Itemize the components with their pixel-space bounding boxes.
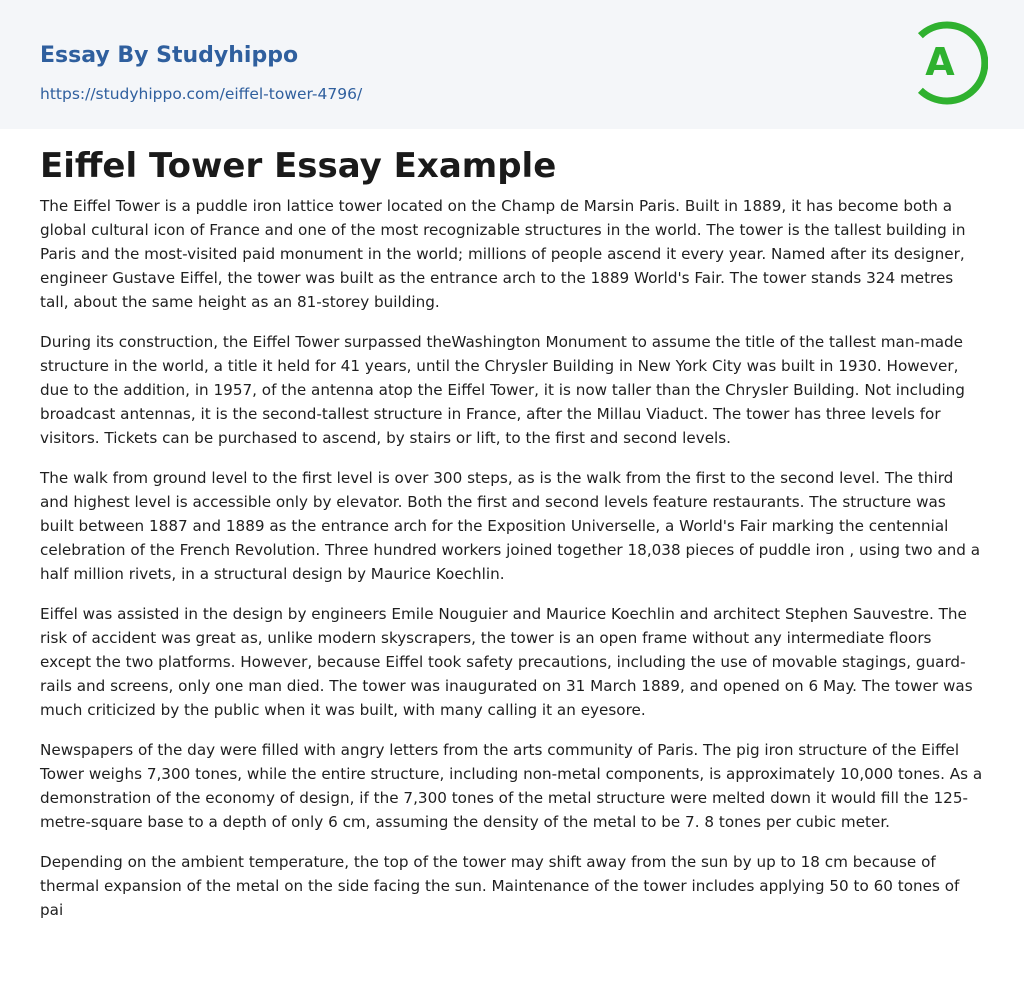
essay-paragraph-4: Eiffel was assisted in the design by engineers Emile Nouguier and Maurice Koechlin and architect Stephen Sauvestre. The risk of accident was great as, unlike modern skyscrapers, the tower is an open frame without any intermediate floors except the two platforms. However, because Eiffel took safety precautions, including the use of movable stagings, guard-rails and screens, only one man died. The tower was inaugurated on 31 March 1889, and opened on 6 May. The tower was much criticized by the public when it was built, with many calling it an eyesore. xyxy=(40,605,973,719)
essay-title: Eiffel Tower Essay Example xyxy=(40,146,557,186)
logo-letter: A xyxy=(925,40,955,84)
essay-paragraph-5: Newspapers of the day were filled with angry letters from the arts community of Paris. The pig iron structure of the Eiffel Tower weighs 7,300 tones, while the entire structure, including non-metal components, is approximately 10,000 tones. As a demonstration of the economy of design, if the 7,300 tones of the metal structure were melted down it would fill the 125-metre-square base to a depth of only 6 cm, assuming the density of the metal to be 7. 8 tones per cubic meter. xyxy=(40,741,983,831)
studyhippo-logo-icon[interactable] xyxy=(912,19,988,107)
essay-paragraph-2: During its construction, the Eiffel Tower surpassed theWashington Monument to assume the title of the tallest man-made structure in the world, a title it held for 41 years, until the Chrysler Building in New York City was built in 1930. However, due to the addition, in 1957, of the antenna atop the Eiffel Tower, it is now taller than the Chrysler Building. Not including broadcast antennas, it is the second-tallest structure in France, after the Millau Viaduct. The tower has three levels for visitors. Tickets can be purchased to ascend, by stairs or lift, to the first and second levels. xyxy=(40,333,965,447)
essay-paragraph-6: Depending on the ambient temperature, the top of the tower may shift away from the sun by up to 18 cm because of thermal expansion of the metal on the side facing the sun. Maintenance of the tower includes applying 50 to 60 tones of pai xyxy=(40,853,960,919)
essay-paragraph-3: The walk from ground level to the first level is over 300 steps, as is the walk from the first to the second level. The third and highest level is accessible only by elevator. Both the first and second levels feature restaurants. The structure was built between 1887 and 1889 as the entrance arch for the Exposition Universelle, a World's Fair marking the centennial celebration of the French Revolution. Three hundred workers joined together 18,038 pieces of puddle iron , using two and a half million rivets, in a structural design by Maurice Koechlin. xyxy=(40,469,981,583)
site-brand[interactable]: Essay By Studyhippo xyxy=(40,43,299,68)
essay-paragraph-1: The Eiffel Tower is a puddle iron lattice tower located on the Champ de Marsin Paris. Built in 1889, it has become both a global cultural icon of France and one of the most recognizable structures in the world. The tower is the tallest building in Paris and the most-visited paid monument in the world; millions of people ascend it every year. Named after its designer, engineer Gustave Eiffel, the tower was built as the entrance arch to the 1889 World's Fair. The tower stands 324 metres tall, about the same height as an 81-storey building. xyxy=(40,197,966,311)
site-header xyxy=(0,0,1024,129)
essay-url-link[interactable]: https://studyhippo.com/eiffel-tower-4796/ xyxy=(40,85,363,103)
essay-body xyxy=(40,194,984,938)
